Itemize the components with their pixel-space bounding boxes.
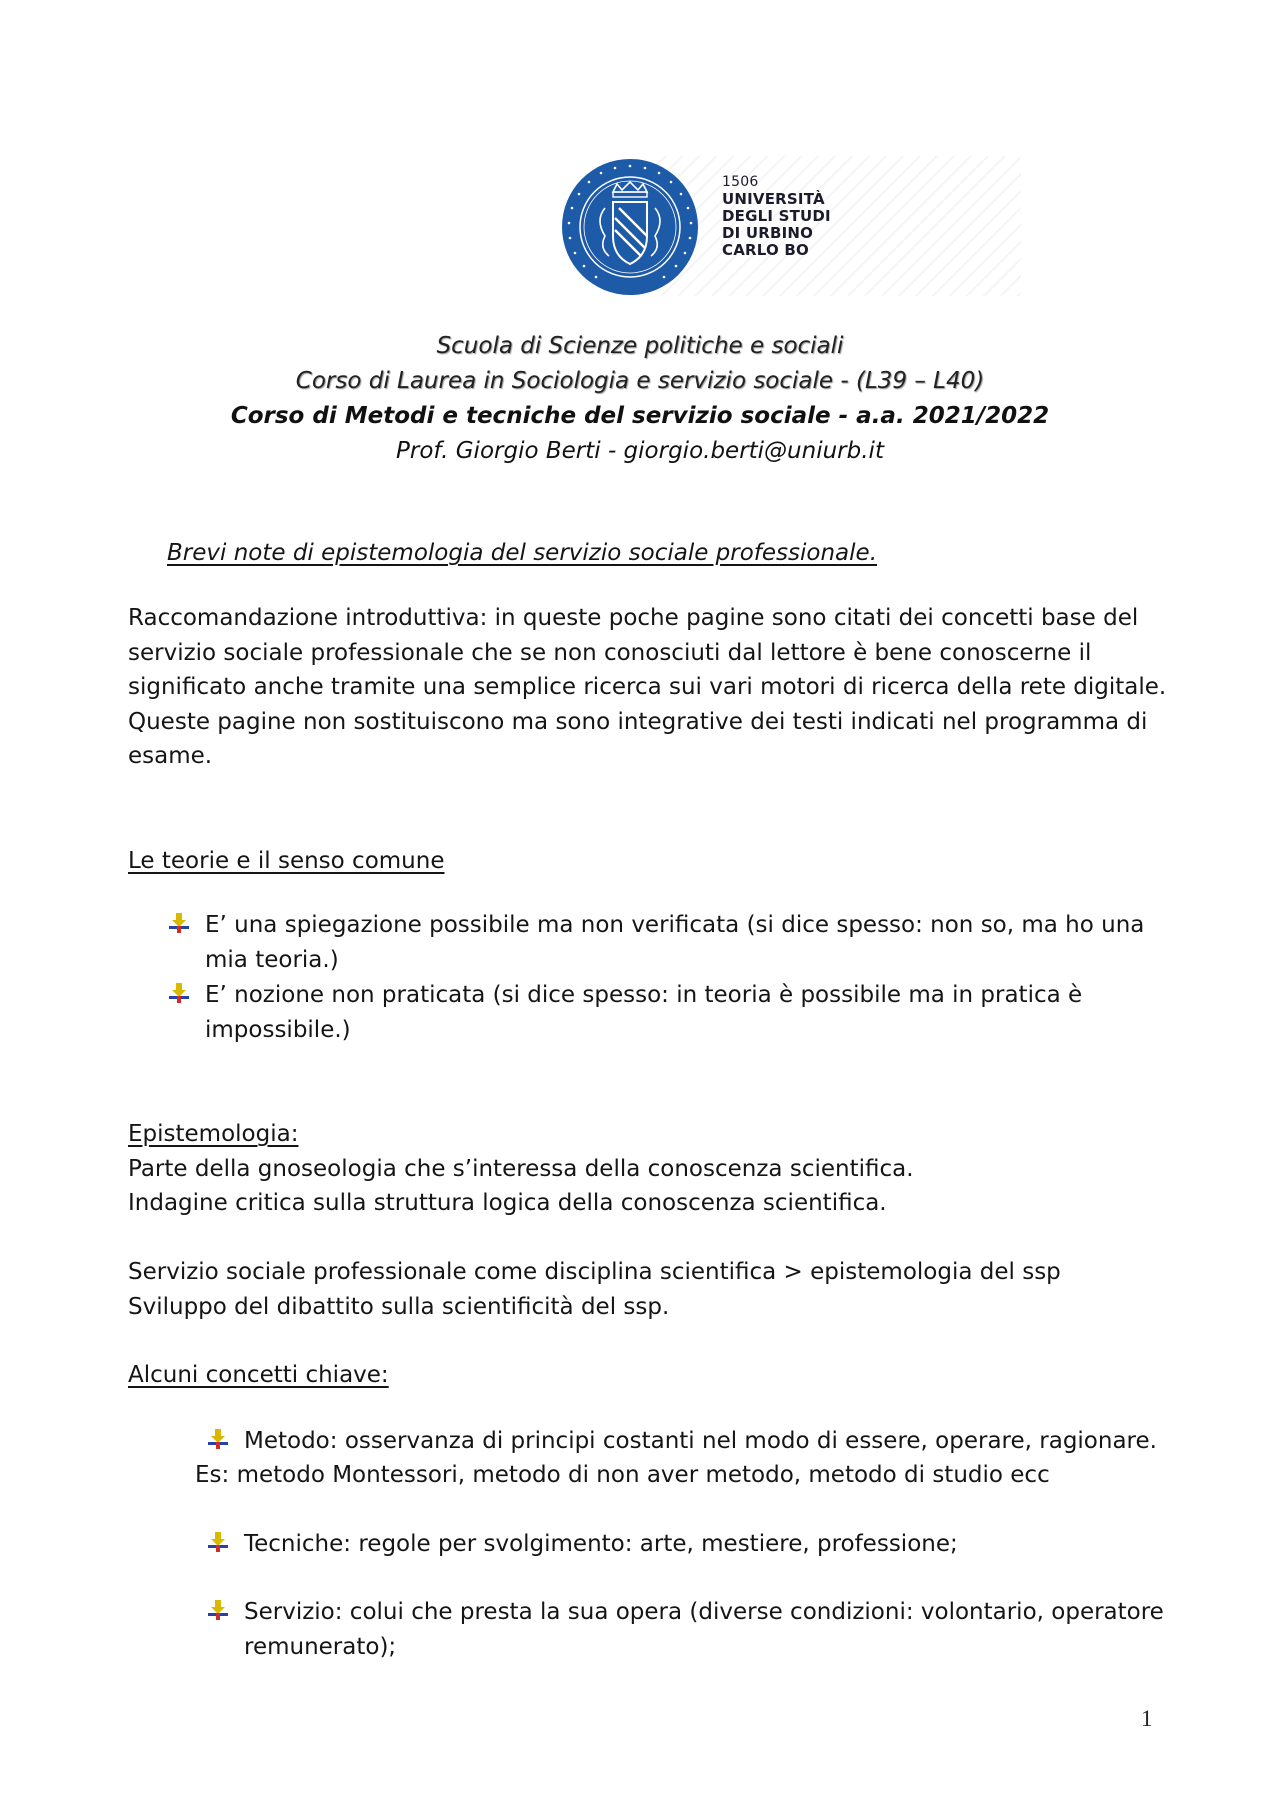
paragraph-line: servizio sociale professionale che se non conosciuti dal lettore è bene conoscerne il (128, 639, 1092, 666)
arrow-bullet-icon (207, 1428, 229, 1450)
document-title: Brevi note di epistemologia del servizio sociale professionale. (167, 540, 878, 566)
university-name-line: UNIVERSITÀ (722, 190, 825, 208)
university-seal-icon (561, 158, 699, 296)
school-name: Scuola di Scienze politiche e sociali (436, 333, 844, 359)
university-name-line: DEGLI STUDI (722, 207, 831, 225)
university-name (722, 174, 831, 259)
degree-name: Corso di Laurea in Sociologia e servizio sociale - (L39 – L40) (295, 368, 985, 394)
professor-contact: Prof. Giorgio Berti - giorgio.berti@uniurb.it (396, 438, 884, 464)
list-item-line: impossibile.) (205, 1016, 351, 1043)
list-item (205, 978, 1082, 1047)
section-heading-key-concepts: Alcuni concetti chiave: (128, 1362, 389, 1388)
list-item (205, 908, 1144, 977)
concept-servizio (244, 1595, 1164, 1664)
founding-year: 1506 (722, 174, 759, 190)
list-item-line: remunerato); (244, 1633, 397, 1660)
concept-metodo-example: Es: metodo Montessori, metodo di non aver metodo, metodo di studio ecc (195, 1462, 1050, 1488)
arrow-bullet-icon (168, 912, 190, 934)
arrow-bullet-icon (207, 1599, 229, 1621)
university-name-line: DI URBINO (722, 224, 814, 242)
paragraph-line: Queste pagine non sostituiscono ma sono integrative dei testi indicati nel programma di (128, 708, 1148, 735)
university-name-line: CARLO BO (722, 241, 809, 259)
university-logo (561, 156, 1021, 296)
epistemology-ssp (128, 1255, 1061, 1324)
logo-background-pattern (651, 156, 1021, 296)
intro-paragraph (128, 601, 1166, 774)
section-heading-theories: Le teorie e il senso comune (128, 848, 445, 874)
concept-metodo: Metodo: osservanza di principi costanti nel modo di essere, operare, ragionare. (244, 1428, 1157, 1454)
arrow-bullet-icon (207, 1531, 229, 1553)
course-header (0, 329, 1280, 469)
list-item-line: mia teoria.) (205, 946, 339, 973)
list-item-line: E’ nozione non praticata (si dice spesso: in teoria è possibile ma in pratica è (205, 982, 1083, 1008)
list-item-line: E’ una spiegazione possibile ma non verificata (si dice spesso: non so, ma ho una (205, 912, 1145, 938)
concept-tecniche: Tecniche: regole per svolgimento: arte, mestiere, professione; (244, 1531, 958, 1557)
section-heading-epistemology: Epistemologia: (128, 1121, 299, 1147)
course-name: Corso di Metodi e tecniche del servizio sociale - a.a. 2021/2022 (230, 403, 1050, 429)
paragraph-line: significato anche tramite una semplice ricerca sui vari motori di ricerca della rete digitale. (128, 674, 1167, 700)
paragraph-line: Sviluppo del dibattito sulla scientificità del ssp. (128, 1293, 670, 1320)
list-item-line: Servizio: colui che presta la sua opera (diverse condizioni: volontario, operatore (244, 1599, 1164, 1625)
paragraph-line: Indagine critica sulla struttura logica della conoscenza scientifica. (128, 1190, 887, 1216)
paragraph-line: Raccomandazione introduttiva: in queste poche pagine sono citati dei concetti base del (128, 605, 1139, 631)
section-epistemology (128, 1117, 914, 1221)
paragraph-line: Parte della gnoseologia che s’interessa della conoscenza scientifica. (128, 1155, 914, 1182)
paragraph-line: Servizio sociale professionale come disciplina scientifica > epistemologia del ssp (128, 1259, 1061, 1285)
paragraph-line: esame. (128, 743, 213, 769)
page-number: 1 (1141, 1706, 1153, 1731)
arrow-bullet-icon (168, 982, 190, 1004)
